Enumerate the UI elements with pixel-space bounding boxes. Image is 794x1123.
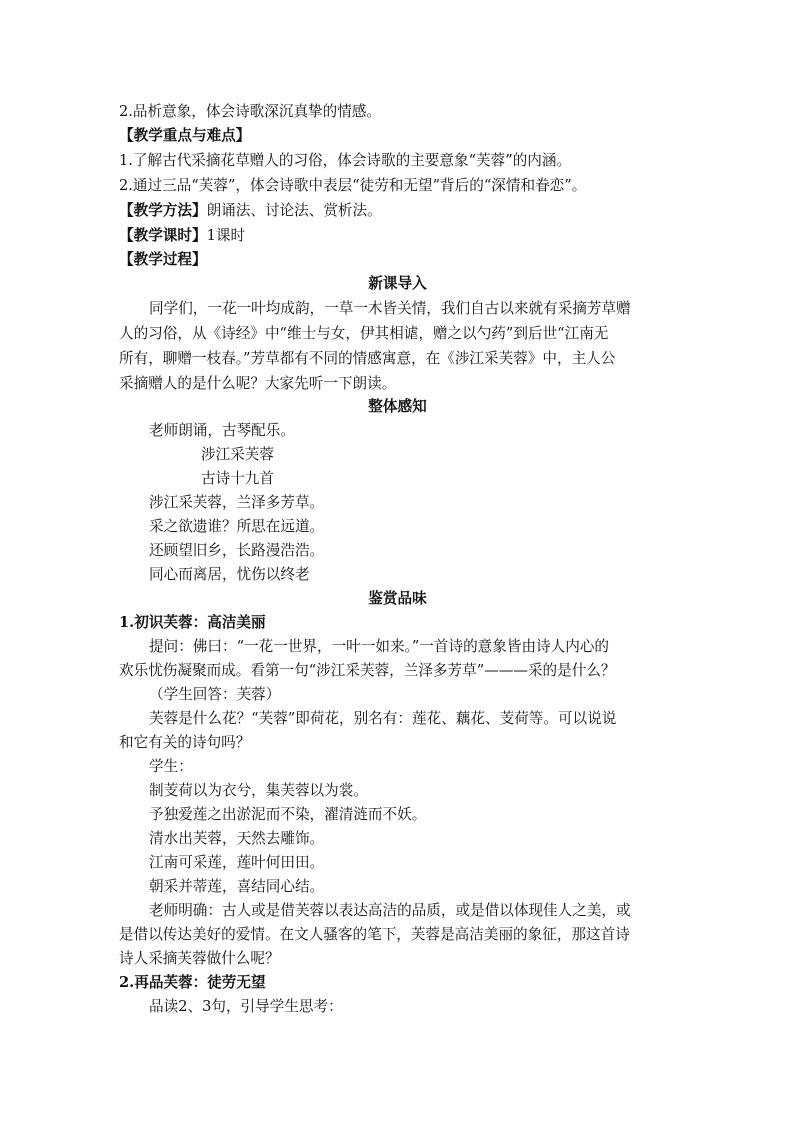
method-text: 朗诵法、讨论法、赏析法。 — [206, 202, 382, 219]
objective-2: 2.品析意象，体会诗歌深沉真挚的情感。 — [119, 103, 382, 120]
key-point-1: 1.了解古代采摘花草赠人的习俗，体会诗歌的主要意象“芙蓉”的内涵。 — [119, 152, 572, 169]
hours-text: 1课时 — [206, 227, 246, 244]
poem-line: 还顾望旧乡，长路漫浩浩。 — [149, 542, 325, 559]
student-label: 学生： — [149, 758, 193, 775]
verse-line: 江南可采莲，莲叶何田田。 — [149, 854, 325, 871]
heading-key-points: 【教学重点与难点】 — [119, 127, 251, 144]
heading-hours: 【教学课时】 — [119, 227, 207, 244]
question-2-cont: 和它有关的诗句吗？ — [119, 734, 251, 751]
verse-line: 朝采并蒂莲，喜结同心结。 — [149, 878, 325, 895]
question-1: 提问：佛曰：“一花一世界，一叶一如来。”一首诗的意象皆由诗人内心的 — [149, 638, 610, 655]
hours-line — [119, 226, 245, 246]
intro-line: 所有，聊赠一枝春。”芳草都有不同的情感寓意，在《涉江采芙蓉》中，主人公 — [119, 350, 616, 367]
poem-title: 涉江采芙蓉 — [201, 446, 274, 463]
poem-line: 涉江采芙蓉，兰泽多芳草。 — [149, 494, 325, 511]
verse-line: 清水出芙蓉，天然去雕饰。 — [149, 830, 325, 847]
perception-note: 老师朗诵，古琴配乐。 — [149, 422, 295, 439]
poem-line: 采之欲遗谁？所思在远道。 — [149, 518, 325, 535]
intro-line: 同学们，一花一叶均成韵，一草一木皆关情，我们自古以来就有采摘芳草赠 — [149, 300, 631, 317]
poem-line: 同心而离居，忧伤以终老 — [149, 566, 310, 583]
intro-line: 人的习俗，从《诗经》中“维士与女，伊其相谑，赠之以勺药”到后世“江南无 — [119, 325, 609, 342]
section-title-appreciation: 鉴赏品味 — [368, 590, 427, 607]
section-title-perception: 整体感知 — [368, 398, 427, 415]
teacher-clarify-cont: 诗人采摘芙蓉做什么呢？ — [119, 950, 280, 967]
heading-process: 【教学过程】 — [119, 251, 207, 268]
key-point-2: 2.通过三品“芙蓉”，体会诗歌中表层“徒劳和无望”背后的“深情和眷恋”。 — [119, 177, 587, 194]
verse-line: 制芰荷以为衣兮，集芙蓉以为裳。 — [149, 782, 368, 799]
heading-method: 【教学方法】 — [119, 202, 207, 219]
intro-line: 采摘赠人的是什么呢？大家先听一下朗读。 — [119, 375, 397, 392]
guide-text: 品读2、3句，引导学生思考： — [149, 998, 343, 1015]
question-1-cont: 欢乐忧伤凝聚而成。看第一句“涉江采芙蓉，兰泽多芳草”———采的是什么？ — [119, 662, 616, 679]
method-line — [119, 201, 382, 221]
student-answer: （学生回答：芙蓉） — [149, 686, 281, 703]
teacher-clarify-cont: 是借以传达美好的爱情。在文人骚客的笔下，芙蓉是高洁美丽的象征，那这首诗 — [119, 926, 630, 943]
section-title-intro: 新课导入 — [368, 275, 427, 292]
heading-section-2: 2.再品芙蓉：徒劳无望 — [119, 974, 266, 991]
verse-line: 予独爱莲之出淤泥而不染，濯清涟而不妖。 — [149, 806, 427, 823]
poem-source: 古诗十九首 — [201, 470, 274, 487]
question-2: 芙蓉是什么花？“芙蓉”即荷花，别名有：莲花、藕花、芰荷等。可以说说 — [149, 710, 617, 727]
teacher-clarify: 老师明确：古人或是借芙蓉以表达高洁的品质，或是借以体现佳人之美，或 — [149, 902, 631, 919]
heading-section-1: 1.初识芙蓉：高洁美丽 — [119, 614, 266, 631]
